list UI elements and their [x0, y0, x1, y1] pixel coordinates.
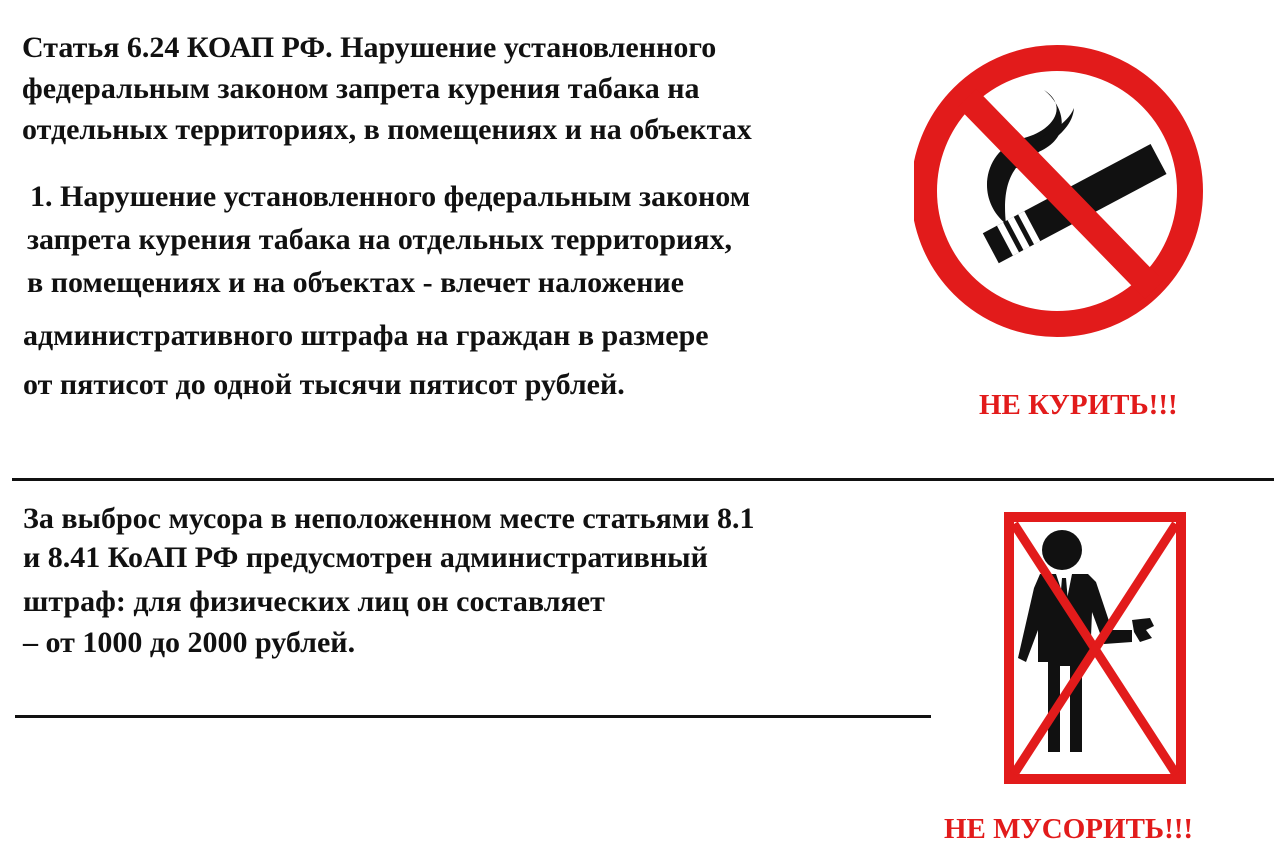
no-littering-label: НЕ МУСОРИТЬ!!! — [944, 813, 1194, 845]
text-line-3: в помещениях и на объектах - влечет наложение — [27, 266, 684, 299]
no-smoking-icon — [914, 28, 1204, 358]
text-line-1: 1. Нарушение установленного федеральным законом — [30, 180, 751, 213]
litter-line-3: штраф: для физических лиц он составляет — [23, 585, 605, 618]
text-line-5: от пятисот до одной тысячи пятисот рублей. — [23, 368, 625, 401]
title-line-3: отдельных территориях, в помещениях и на объектах — [22, 113, 752, 146]
title-line-1: Статья 6.24 КОАП РФ. Нарушение установленного — [22, 31, 717, 64]
litter-line-1: За выброс мусора в неположенном месте статьями 8.1 — [23, 502, 755, 535]
no-littering-icon — [1004, 512, 1186, 784]
section-divider — [12, 478, 1274, 481]
text-line-4: административного штрафа на граждан в размере — [23, 319, 709, 352]
section-divider-bottom — [15, 715, 931, 718]
litter-line-2: и 8.41 КоАП РФ предусмотрен административный — [23, 541, 708, 574]
litter-line-4: – от 1000 до 2000 рублей. — [23, 626, 356, 659]
no-smoking-label: НЕ КУРИТЬ!!! — [979, 389, 1178, 421]
title-line-2: федеральным законом запрета курения табака на — [22, 72, 700, 105]
text-line-2: запрета курения табака на отдельных территориях, — [27, 223, 733, 256]
